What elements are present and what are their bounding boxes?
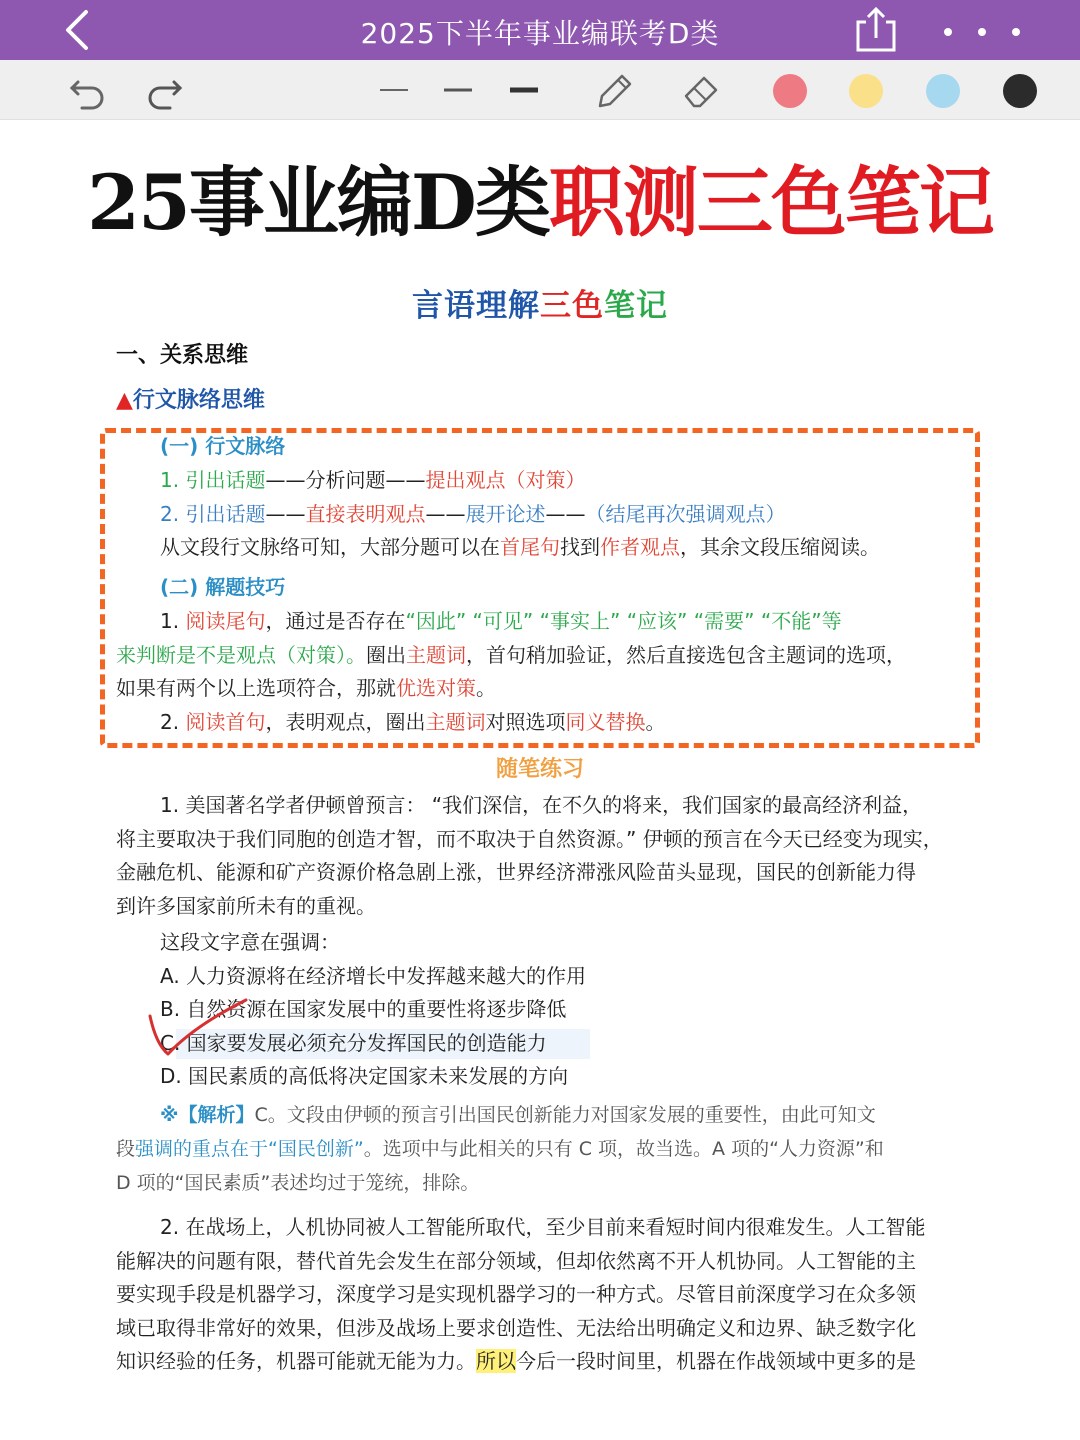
box-line-4-a: 1. [160, 609, 186, 633]
box-line-2-c: 直接表明观点 [305, 502, 426, 526]
box-line-4-b: 阅读尾句 [185, 609, 266, 633]
analysis-line-2 [116, 1132, 976, 1166]
question-1-options [116, 926, 966, 1094]
thin-line-icon[interactable] [376, 68, 412, 112]
redo-icon[interactable] [142, 68, 186, 112]
box-line-7-d: 主题词 [425, 710, 486, 734]
option-b[interactable]: B. 自然资源在国家发展中的重要性将逐步降低 [160, 997, 567, 1021]
document-title [0, 142, 1080, 251]
drawing-toolbar [0, 60, 1080, 120]
box-line-7-g: 。 [645, 710, 666, 734]
q2-line-4: 域已取得非常好的效果，但涉及战场上要求创造性、无法给出明确定义和边界、缺乏数字化 [116, 1315, 916, 1340]
medium-line-icon[interactable] [440, 68, 476, 112]
analysis-line-2-b: 强调的重点在于“国民创新” [135, 1138, 364, 1160]
undo-icon[interactable] [66, 68, 110, 112]
eraser-icon[interactable] [678, 68, 724, 112]
title-red-part: 职测三色笔记 [548, 158, 993, 247]
box-line-4 [160, 607, 842, 635]
share-icon[interactable] [848, 4, 904, 56]
question-1-analysis [116, 1098, 976, 1200]
box-line-6 [116, 674, 496, 702]
pen-icon[interactable] [590, 68, 636, 112]
box-line-3-b: 首尾句 [500, 535, 560, 559]
box-line-7-a: 2. [160, 710, 186, 734]
box-line-2-b: —— [265, 502, 306, 526]
question-2-passage [116, 1211, 966, 1379]
box-line-5 [116, 641, 906, 669]
box-line-1-b: ——分析问题—— [265, 468, 426, 492]
box-line-4-d: “因此” “可见” “事实上” “应该” “需要” “不能”等 [405, 609, 842, 633]
q1-line-3: 金融危机、能源和矿产资源价格急剧上涨，世界经济滞涨风险苗头显现，国民的创新能力得 [116, 860, 916, 884]
box-line-5-b: 圈出 [366, 643, 406, 667]
q2-line-5 [116, 1345, 966, 1379]
q1-line-1: 1. 美国著名学者伊顿曾预言： “我们深信，在不久的将来，我们国家的最高经济利益， [160, 793, 923, 817]
q1-line-2: 将主要取决于我们同胞的创造才智，而不取决于自然资源。” 伊顿的预言在今天已经变为现实， [116, 826, 943, 851]
section-subtitle [0, 280, 1080, 325]
box-line-7-b: 阅读首句 [185, 710, 266, 734]
color-swatch-black[interactable] [1003, 74, 1037, 108]
box-line-2-d: —— [425, 502, 466, 526]
box-line-3-e: ，其余文段压缩阅读。 [680, 535, 880, 559]
app-bar [0, 0, 1080, 60]
app-title: 2025下半年事业编联考D类 [360, 17, 720, 50]
option-a[interactable]: A. 人力资源将在经济增长中发挥越来越大的作用 [160, 963, 587, 988]
thick-line-icon[interactable] [506, 68, 542, 112]
box-line-6-a: 如果有两个以上选项符合，那就 [116, 676, 396, 700]
option-c[interactable]: C. 国家要发展必须充分发挥国民的创造能力 [160, 1030, 547, 1055]
box-line-3-a: 从文段行文脉络可知，大部分题可以在 [160, 535, 500, 559]
subtitle-part2: 三色 [540, 288, 604, 324]
box-line-7-f: 同义替换 [565, 710, 646, 734]
analysis-line-1 [116, 1098, 976, 1132]
analysis-line-2-c: 。选项中与此相关的只有 C 项，故当选。A 项的“人力资源”和 [363, 1138, 884, 1160]
q1-stem: 这段文字意在强调： [160, 930, 340, 954]
box-line-2-e: 展开论述 [465, 502, 546, 526]
box-line-2-a: 2. 引出话题 [160, 502, 266, 526]
q2-line-2: 能解决的问题有限，替代首先会发生在部分领域，但却依然离不开人机协同。人工智能的主 [116, 1248, 916, 1273]
q2-line-5-a: 知识经验的任务，机器可能就无能为力。 [116, 1349, 476, 1373]
q2-line-1: 2. 在战场上，人机协同被人工智能所取代，至少目前来看短时间内很难发生。人工智能 [160, 1215, 926, 1239]
analysis-line-1-text: C。文段由伊顿的预言引出国民创新能力对国家发展的重要性，由此可知文 [254, 1104, 876, 1126]
more-options-icon[interactable] [930, 14, 1030, 50]
box-line-6-b: 优选对策 [396, 676, 476, 700]
q2-highlight: 所以 [476, 1349, 516, 1373]
box-line-7-e: 对照选项 [485, 710, 566, 734]
box-line-4-c: ，通过是否存在 [265, 609, 406, 633]
box-line-3-d: 作者观点 [600, 535, 680, 559]
triangle-marker: ▲ [116, 388, 133, 413]
section-heading: 一、关系思维 [116, 343, 249, 368]
box-line-1-c: 提出观点（对策） [425, 468, 586, 492]
box-heading-1: (一) 行文脉络 [160, 434, 286, 458]
analysis-line-2-a: 段 [116, 1138, 136, 1160]
subsection-heading [116, 387, 265, 415]
subtitle-part1: 言语理解 [412, 288, 540, 324]
question-1-passage [116, 789, 966, 923]
box-line-6-c: 。 [476, 676, 496, 700]
box-line-2-f: —— [545, 502, 586, 526]
box-line-3 [160, 533, 880, 561]
option-d[interactable]: D. 国民素质的高低将决定国家未来发展的方向 [160, 1064, 569, 1088]
box-line-3-c: 找到 [560, 535, 600, 559]
analysis-line-3: D 项的“国民素质”表述均过于笼统，排除。 [116, 1172, 480, 1194]
practice-title: 随笔练习 [495, 757, 584, 782]
box-line-2 [160, 500, 785, 528]
q2-line-5-b: 今后一段时间里，机器在作战领域中更多的是 [516, 1349, 916, 1373]
q1-line-4: 到许多国家前所未有的重视。 [116, 893, 376, 918]
box-line-5-d: ，首句稍加验证，然后直接选包含主题词的选项， [466, 643, 906, 667]
box-line-1 [160, 466, 585, 494]
box-line-5-a: 来判断是不是观点（对策）。 [116, 643, 366, 667]
box-heading-2: (二) 解题技巧 [160, 575, 286, 599]
color-swatch-yellow[interactable] [849, 74, 883, 108]
q2-line-3: 要实现手段是机器学习，深度学习是实现机器学习的一种方式。尽管目前深度学习在众多领 [116, 1282, 916, 1306]
box-line-7-c: ，表明观点，圈出 [265, 710, 426, 734]
box-line-1-a: 1. 引出话题 [160, 468, 266, 492]
color-swatch-blue[interactable] [926, 74, 960, 108]
box-line-2-g: （结尾再次强调观点） [585, 502, 786, 526]
subsection-heading-text: 行文脉络思维 [132, 388, 265, 413]
box-line-7 [160, 708, 665, 736]
title-black-part: 25事业编D类 [87, 158, 549, 247]
box-line-5-c: 主题词 [406, 643, 466, 667]
color-swatch-pink[interactable] [773, 74, 807, 108]
subtitle-part3: 笔记 [604, 288, 668, 324]
analysis-label: ※【解析】 [160, 1104, 255, 1126]
